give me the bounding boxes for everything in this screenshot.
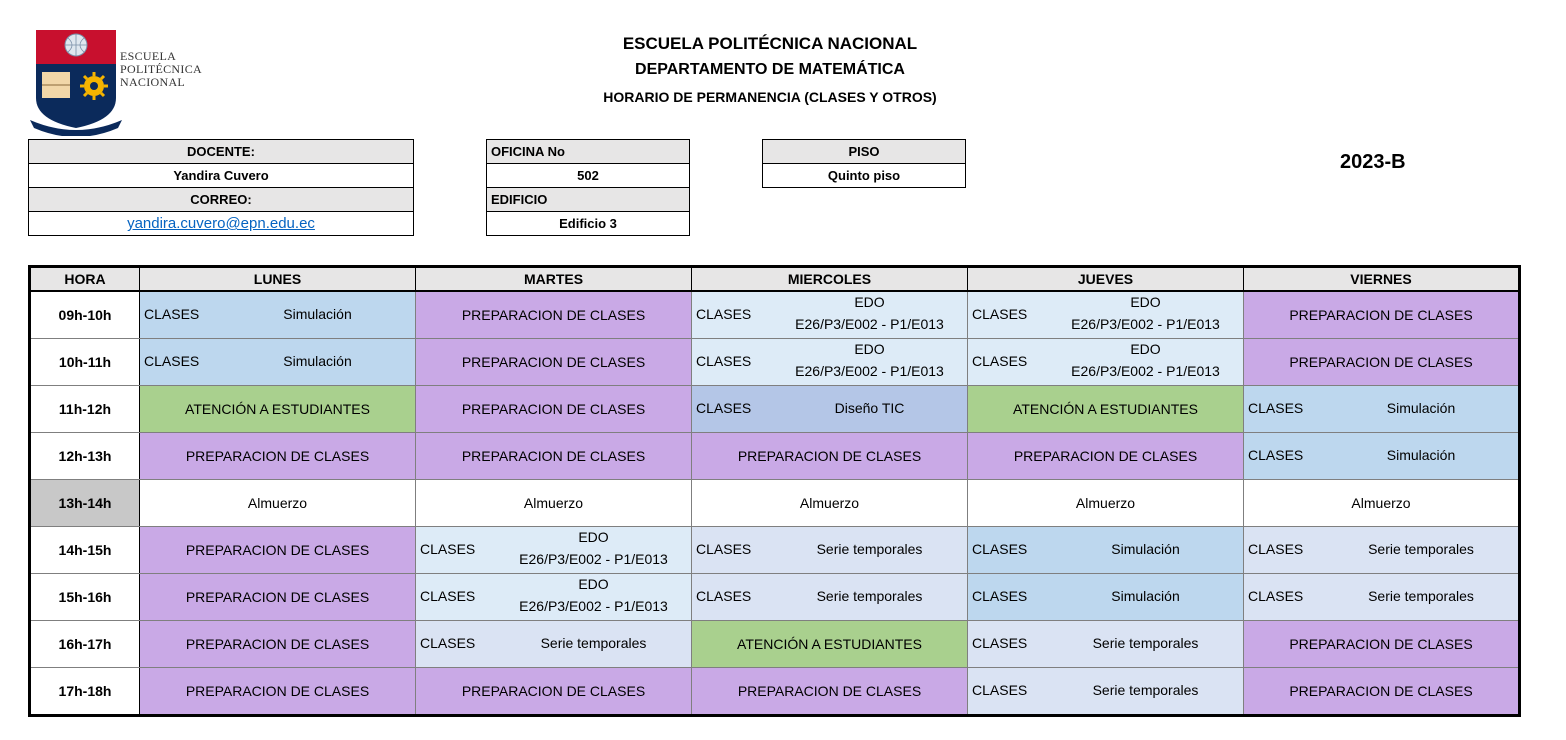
schedule-cell: PREPARACION DE CLASES (692, 433, 968, 480)
schedule-cell: PREPARACION DE CLASES (140, 527, 416, 574)
schedule-cell: Almuerzo (692, 480, 968, 527)
class-label: CLASES (972, 682, 1028, 698)
schedule-cell: PREPARACION DE CLASES (1244, 291, 1520, 339)
subject-name: EDO (1130, 341, 1161, 357)
schedule-cell: PREPARACION DE CLASES (140, 433, 416, 480)
schedule-cell: PREPARACION DE CLASES (140, 621, 416, 668)
class-label: CLASES (696, 541, 752, 557)
schedule-cell: PREPARACION DE CLASES (692, 668, 968, 716)
class-label: CLASES (420, 541, 476, 557)
subject-name: Serie temporales (816, 541, 923, 557)
table-row (30, 339, 1520, 386)
class-label: CLASES (420, 635, 476, 651)
table-row (30, 527, 1520, 574)
class-label: CLASES (144, 306, 200, 322)
class-label: CLASES (144, 353, 200, 369)
subject-name: Serie temporales (1368, 541, 1474, 557)
subject-name: Simulación (283, 306, 352, 322)
subject-name: Diseño TIC (834, 400, 905, 416)
schedule-header-row (30, 267, 1520, 292)
room-code: E26/P3/E002 - P1/E013 (519, 598, 668, 614)
class-label: CLASES (696, 588, 752, 604)
class-cell (1244, 574, 1520, 621)
class-cell (416, 527, 692, 574)
room-code: E26/P3/E002 - P1/E013 (1071, 363, 1220, 379)
subject-name: Simulación (1386, 447, 1456, 463)
class-label: CLASES (972, 588, 1028, 604)
hour-cell: 10h-11h (30, 339, 140, 386)
schedule-cell: PREPARACION DE CLASES (416, 339, 692, 386)
class-label: CLASES (696, 353, 752, 369)
class-cell (692, 386, 968, 433)
schedule-cell: PREPARACION DE CLASES (140, 574, 416, 621)
room-code: E26/P3/E002 - P1/E013 (1071, 316, 1220, 332)
schedule-cell: PREPARACION DE CLASES (416, 291, 692, 339)
class-label: CLASES (1248, 588, 1304, 604)
class-cell (968, 527, 1244, 574)
subject-name: Simulación (283, 353, 352, 369)
hour-cell: 14h-15h (30, 527, 140, 574)
subject-name: Serie temporales (540, 635, 647, 651)
oficina-value: 502 (487, 164, 690, 188)
class-label: CLASES (972, 306, 1028, 322)
class-cell (140, 291, 416, 339)
class-label: CLASES (1248, 400, 1304, 416)
subject-name: EDO (578, 576, 609, 592)
class-label: CLASES (972, 541, 1028, 557)
docente-table (28, 139, 414, 236)
logo-line: NACIONAL (120, 75, 186, 89)
schedule-cell: Almuerzo (416, 480, 692, 527)
schedule-body (30, 291, 1520, 716)
table-row (30, 668, 1520, 716)
piso-label: PISO (763, 140, 966, 164)
class-label: CLASES (972, 353, 1028, 369)
class-cell (692, 527, 968, 574)
table-row (30, 574, 1520, 621)
class-label: CLASES (1248, 447, 1304, 463)
subject-name: Simulación (1111, 541, 1180, 557)
schedule-cell: ATENCIÓN A ESTUDIANTES (140, 386, 416, 433)
hour-cell: 11h-12h (30, 386, 140, 433)
schedule-cell: ATENCIÓN A ESTUDIANTES (692, 621, 968, 668)
table-row (30, 480, 1520, 527)
class-cell (692, 339, 968, 386)
class-label: CLASES (972, 635, 1028, 651)
class-label: CLASES (696, 400, 752, 416)
class-label: CLASES (696, 306, 752, 322)
room-code: E26/P3/E002 - P1/E013 (795, 316, 944, 332)
department-title: DEPARTAMENTO DE MATEMÁTICA (635, 61, 905, 78)
day-header: VIERNES (1244, 267, 1520, 292)
correo-cell (29, 212, 414, 236)
schedule-cell: PREPARACION DE CLASES (416, 668, 692, 716)
schedule-subtitle: HORARIO DE PERMANENCIA (CLASES Y OTROS) (603, 89, 937, 105)
class-cell (968, 291, 1244, 339)
day-header: JUEVES (968, 267, 1244, 292)
docente-label: DOCENTE: (29, 140, 414, 164)
class-label: CLASES (420, 588, 476, 604)
oficina-table (486, 139, 690, 236)
subject-name: Serie temporales (1092, 635, 1199, 651)
hour-cell: 16h-17h (30, 621, 140, 668)
schedule-cell: ATENCIÓN A ESTUDIANTES (968, 386, 1244, 433)
class-cell (416, 621, 692, 668)
schedule-cell: PREPARACION DE CLASES (1244, 668, 1520, 716)
table-row (30, 621, 1520, 668)
table-row (30, 386, 1520, 433)
class-cell (968, 668, 1244, 716)
room-code: E26/P3/E002 - P1/E013 (795, 363, 944, 379)
subject-name: EDO (578, 529, 609, 545)
day-header: MARTES (416, 267, 692, 292)
subject-name: EDO (1130, 294, 1161, 310)
table-row (30, 291, 1520, 339)
subject-name: EDO (854, 341, 885, 357)
piso-value: Quinto piso (763, 164, 966, 188)
class-cell (416, 574, 692, 621)
hour-header: HORA (30, 267, 140, 292)
schedule-cell: Almuerzo (1244, 480, 1520, 527)
class-cell (692, 574, 968, 621)
logo-line: ESCUELA (120, 49, 177, 63)
subject-name: Simulación (1111, 588, 1180, 604)
subject-name: Serie temporales (816, 588, 923, 604)
class-cell (1244, 527, 1520, 574)
schedule-table (28, 265, 1521, 717)
period-label: 2023-B (1340, 151, 1406, 173)
schedule-cell: PREPARACION DE CLASES (140, 668, 416, 716)
table-row (30, 433, 1520, 480)
subject-name: Simulación (1386, 400, 1456, 416)
class-cell (140, 339, 416, 386)
hour-cell: 13h-14h (30, 480, 140, 527)
class-cell (968, 574, 1244, 621)
hour-cell: 09h-10h (30, 291, 140, 339)
schedule-cell: PREPARACION DE CLASES (968, 433, 1244, 480)
hour-cell: 12h-13h (30, 433, 140, 480)
class-label: CLASES (1248, 541, 1304, 557)
class-cell (692, 291, 968, 339)
institution-title: ESCUELA POLITÉCNICA NACIONAL (622, 34, 918, 53)
class-cell (1244, 386, 1520, 433)
class-cell (1244, 433, 1520, 480)
docente-value: Yandira Cuvero (29, 164, 414, 188)
email-link[interactable]: yandira.cuvero@epn.edu.ec (127, 215, 315, 232)
schedule-cell: PREPARACION DE CLASES (416, 386, 692, 433)
class-cell (968, 621, 1244, 668)
logo-text (120, 50, 202, 89)
edificio-value: Edificio 3 (487, 212, 690, 236)
schedule-cell: PREPARACION DE CLASES (1244, 621, 1520, 668)
edificio-label: EDIFICIO (487, 188, 690, 212)
subject-name: EDO (854, 294, 885, 310)
subject-name: Serie temporales (1368, 588, 1474, 604)
oficina-label: OFICINA No (487, 140, 690, 164)
subject-name: Serie temporales (1092, 682, 1199, 698)
piso-table (762, 139, 966, 188)
hour-cell: 15h-16h (30, 574, 140, 621)
schedule-cell: PREPARACION DE CLASES (1244, 339, 1520, 386)
schedule-cell: Almuerzo (968, 480, 1244, 527)
schedule-cell: PREPARACION DE CLASES (416, 433, 692, 480)
epn-shield-icon (26, 28, 126, 136)
logo-line: POLITÉCNICA (120, 62, 202, 76)
correo-label: CORREO: (29, 188, 414, 212)
schedule-cell: Almuerzo (140, 480, 416, 527)
class-cell (968, 339, 1244, 386)
hour-cell: 17h-18h (30, 668, 140, 716)
day-header: MIERCOLES (692, 267, 968, 292)
day-header: LUNES (140, 267, 416, 292)
room-code: E26/P3/E002 - P1/E013 (519, 551, 668, 567)
